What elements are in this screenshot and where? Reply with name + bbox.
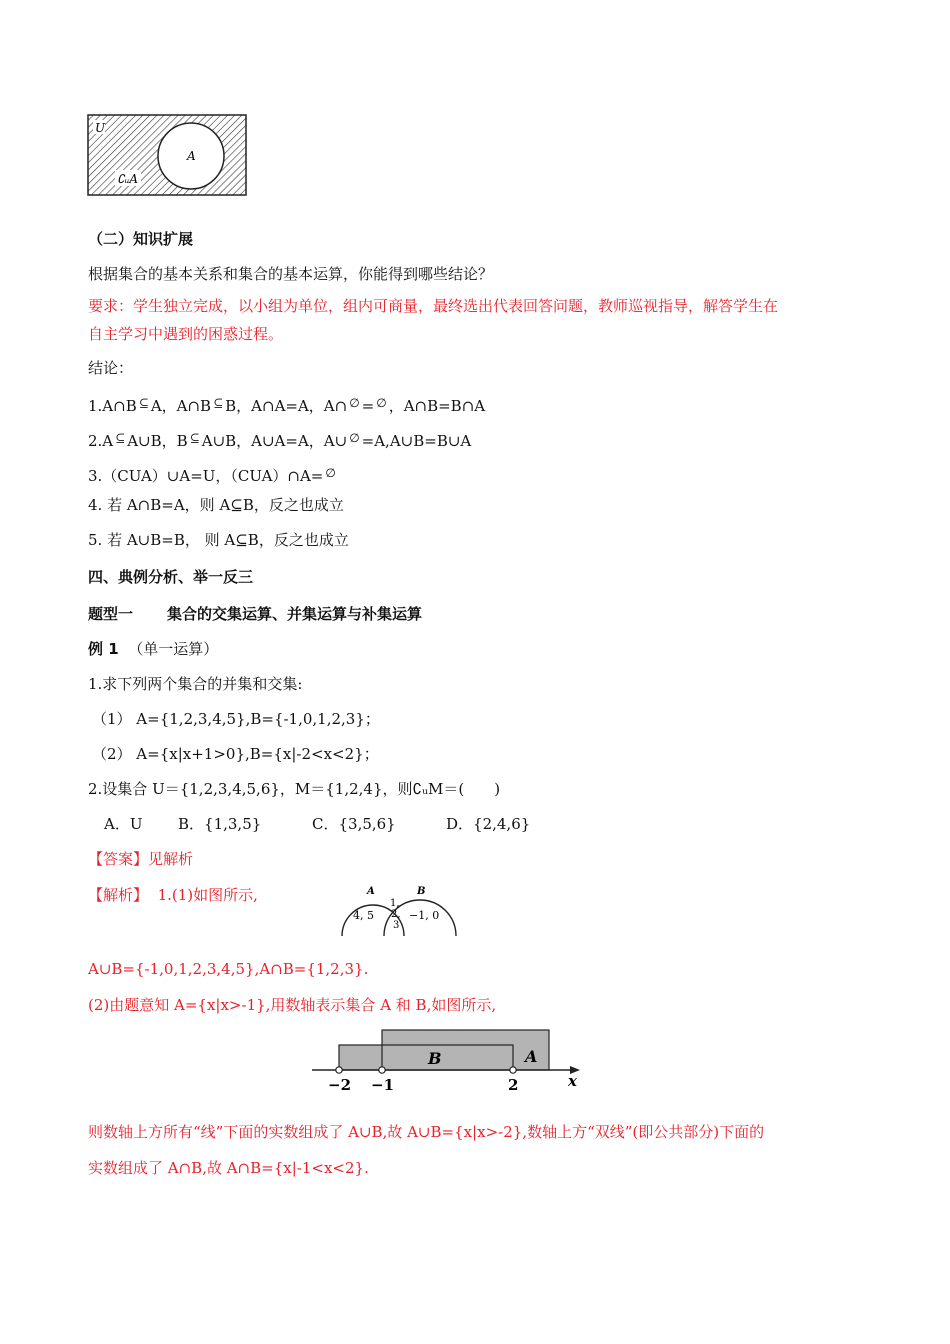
svg-text:2,: 2, <box>391 909 401 920</box>
option-a: A．U <box>104 815 143 833</box>
number-line-diagram <box>312 1026 582 1096</box>
conclusion-2: 2.A ⊆ A∪B，B ⊆ A∪B，A∪A=A，A∪ ∅ =A,A∪B=B∪A <box>88 431 472 450</box>
conclusion-3: 3.（CUA）∪A=U，（CUA）∩A= ∅ <box>88 466 336 485</box>
svg-text:B: B <box>417 886 426 897</box>
q1-text: 1.求下列两个集合的并集和交集: <box>88 675 303 693</box>
question-type-heading: 题型一 集合的交集运算、并集运算与补集运算 <box>88 605 423 623</box>
question-text: 根据集合的基本关系和集合的基本运算，你能得到哪些结论？ <box>88 265 494 283</box>
requirement-line-2: 自主学习中遇到的困惑过程。 <box>88 325 284 343</box>
complement-venn-diagram <box>87 114 249 198</box>
conclusion-label: 结论： <box>88 359 134 377</box>
two-set-venn-diagram <box>334 880 464 940</box>
a-label: A <box>187 149 196 163</box>
option-c: C．{3,5,6} <box>312 815 396 833</box>
tick-neg2: −2 <box>328 1076 352 1094</box>
svg-text:1,: 1, <box>390 898 400 909</box>
svg-text:A: A <box>367 886 375 897</box>
answer-line: 【答案】见解析 <box>88 850 194 868</box>
tick-neg1: −1 <box>371 1076 395 1094</box>
q1-part-2: （2） A={x|x+1>0},B={x|-2<x<2}； <box>92 745 379 763</box>
q2-text: 2.设集合 U＝{1,2,3,4,5,6}，M＝{1,2,4}，则∁ᵤM＝( ) <box>88 780 501 798</box>
option-d: D．{2,4,6} <box>446 815 531 833</box>
union-intersection-result: A∪B={-1,0,1,2,3,4,5},A∩B={1,2,3}. <box>88 960 369 978</box>
set-b-region <box>339 1045 513 1070</box>
example-1-heading: 例 1 （单一运算） <box>88 640 219 658</box>
section-heading-examples: 四、典例分析、举一反三 <box>88 568 254 586</box>
q1-part-1: （1） A={1,2,3,4,5},B={-1,0,1,2,3}； <box>92 710 380 728</box>
solution-line-2: (2)由题意知 A={x|x>-1},用数轴表示集合 A 和 B,如图所示, <box>88 996 497 1014</box>
svg-text:4, 5: 4, 5 <box>353 909 374 922</box>
complement-label: ∁ᵤA <box>117 172 139 186</box>
solution-line-3: 则数轴上方所有“线”下面的实数组成了 A∪B,故 A∪B={x|x>-2},数轴上方“双线”(即公共部分)下面的 <box>88 1123 765 1141</box>
option-b: B．{1,3,5} <box>178 815 262 833</box>
conclusion-4: 4. 若 A∩B=A，则 A⊆B，反之也成立 <box>88 496 344 514</box>
solution-line-1: 【解析】 1.(1)如图所示, <box>88 886 258 904</box>
set-a-label: A <box>525 1047 538 1066</box>
set-b-label: B <box>428 1049 442 1068</box>
u-label: U <box>95 121 106 135</box>
axis-label-x: x <box>568 1072 577 1090</box>
section-heading-knowledge-extension: （二）知识扩展 <box>88 230 194 248</box>
svg-text:−1, 0: −1, 0 <box>409 909 440 922</box>
tick-2: 2 <box>508 1076 519 1094</box>
conclusion-5: 5. 若 A∪B=B， 则 A⊆B，反之也成立 <box>88 531 349 549</box>
svg-text:3: 3 <box>393 920 400 931</box>
conclusion-1: 1.A∩B ⊆ A，A∩B ⊆ B，A∩A=A，A∩ ∅ = ∅ ，A∩B=B∩A <box>88 396 486 415</box>
requirement-line-1: 要求：学生独立完成，以小组为单位，组内可商量，最终选出代表回答问题，教师巡视指导，解答学生在 <box>88 297 779 315</box>
solution-line-4: 实数组成了 A∩B,故 A∩B={x|-1<x<2}. <box>88 1159 369 1177</box>
